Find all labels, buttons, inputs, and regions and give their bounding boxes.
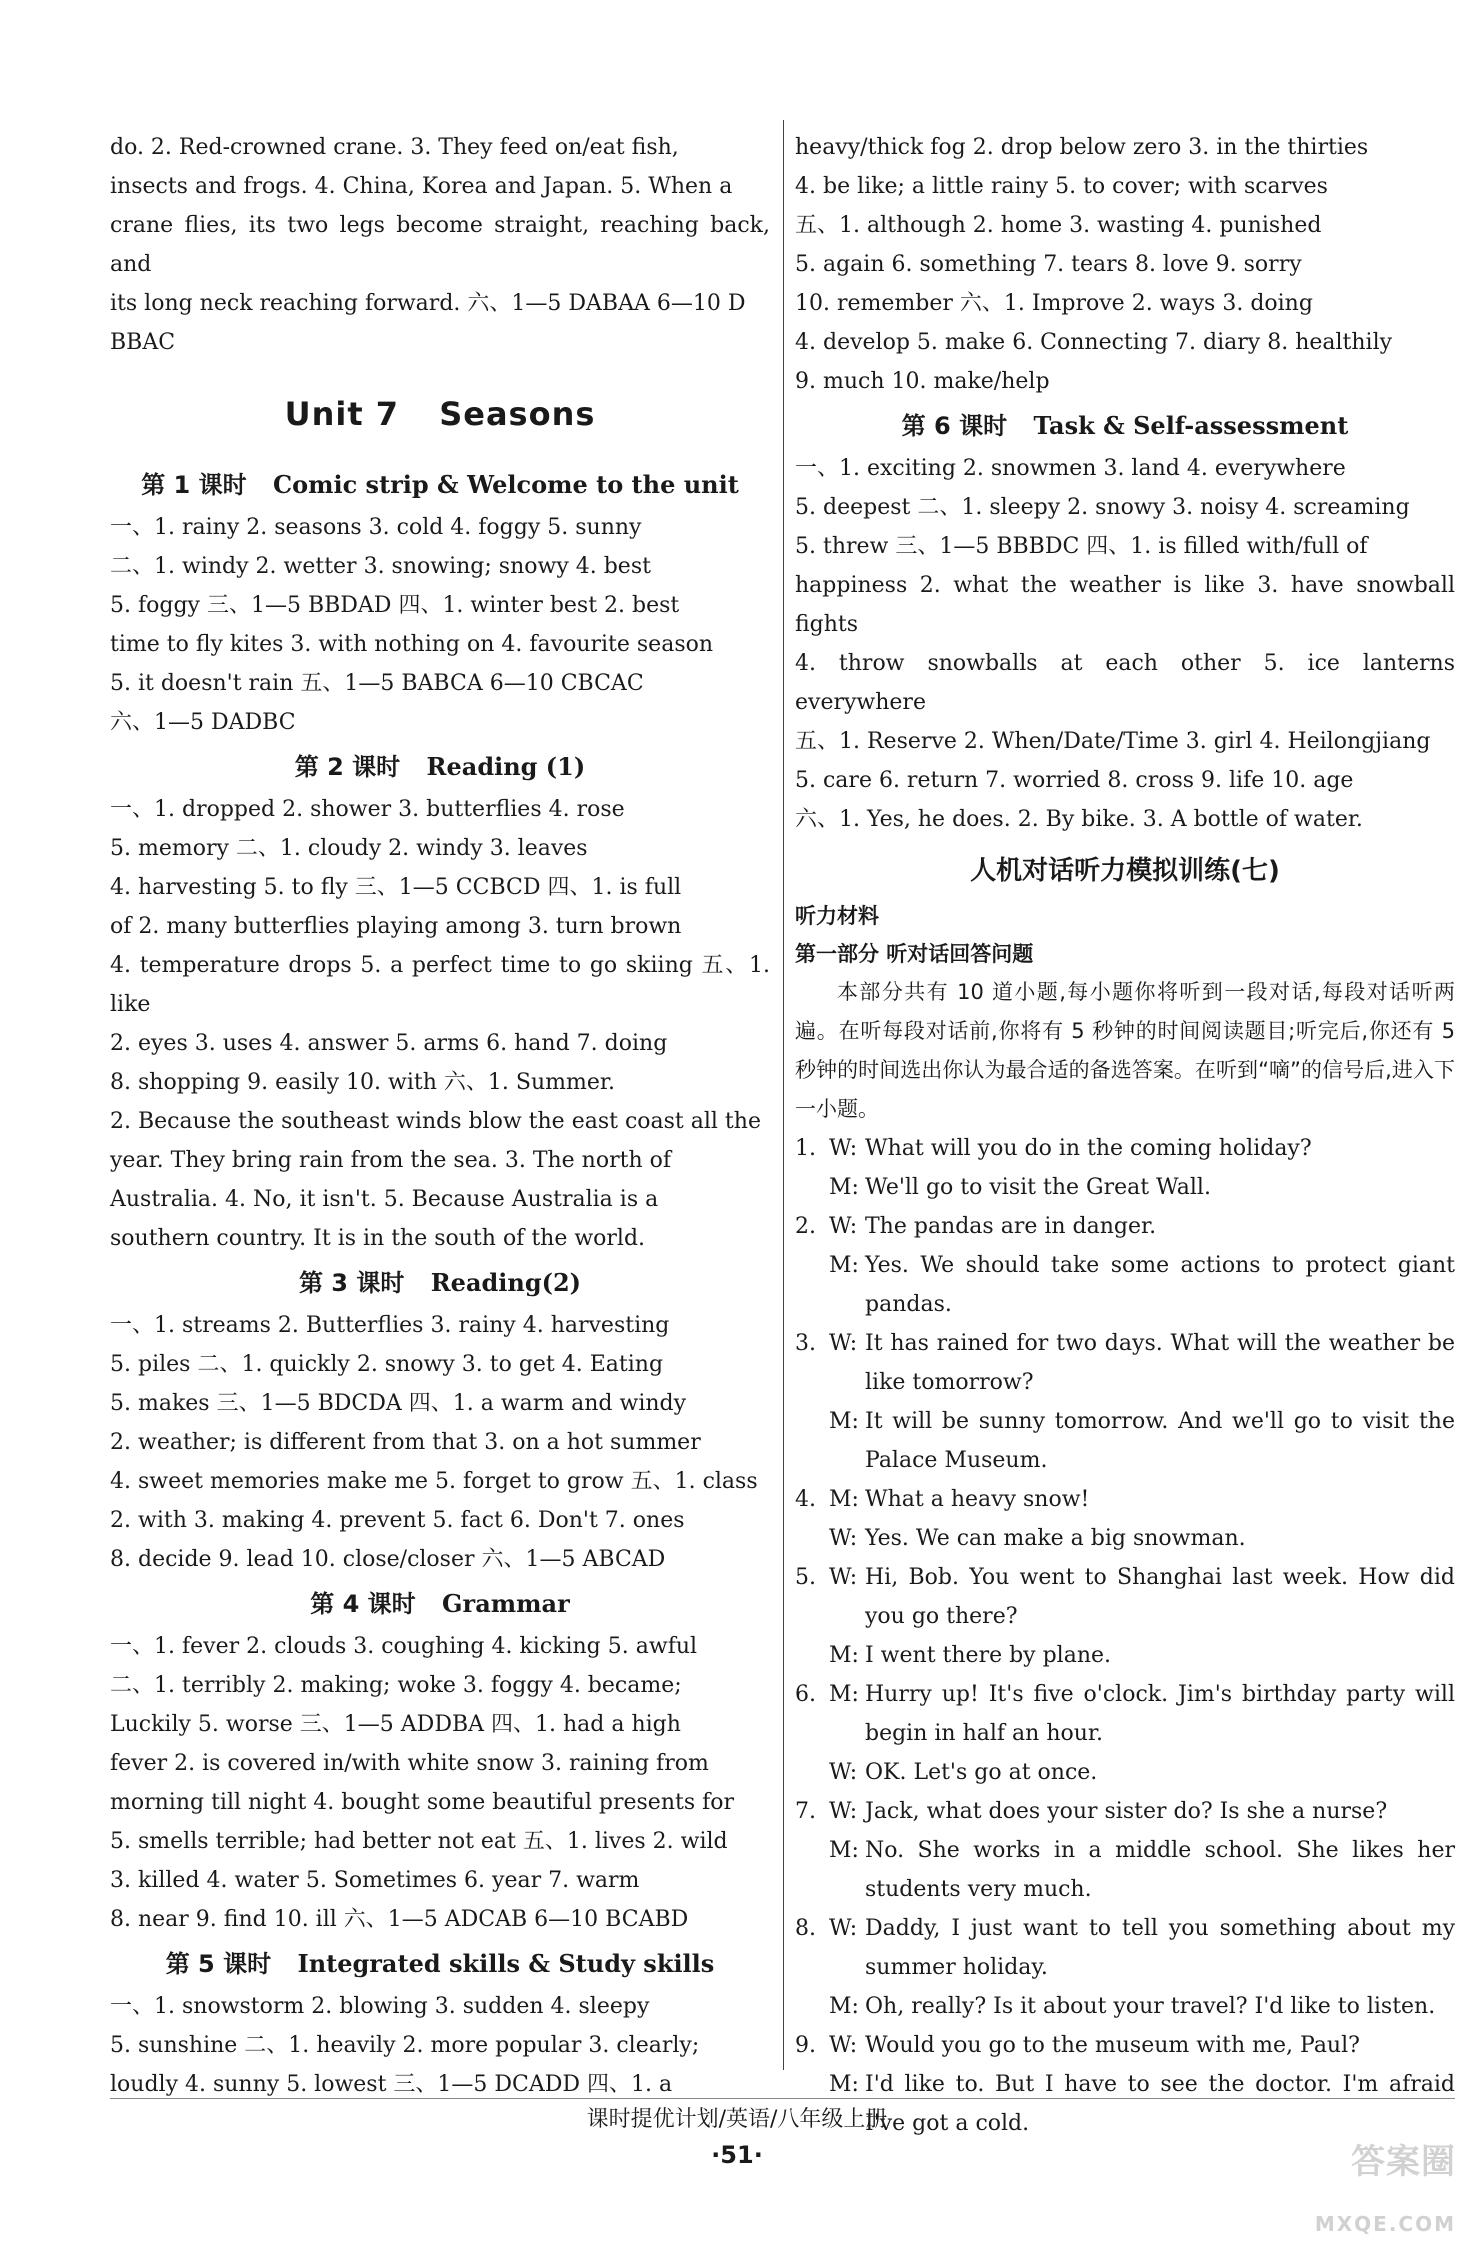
- speaker: W:: [829, 1331, 858, 1356]
- utterance: I'd like to. But I have to see the doctor. I'm afraid I've got a cold.: [865, 2072, 1455, 2136]
- text-line: happiness 2. what the weather is like 3. have snowball fights: [795, 573, 1455, 637]
- question-number: 2.: [795, 1214, 816, 1239]
- lesson-title: Grammar: [442, 1589, 570, 1618]
- speaker: M:: [829, 1487, 859, 1512]
- text-line: 一、1. fever 2. clouds 3. coughing 4. kicking 5. awful: [110, 1634, 698, 1659]
- speaker: M:: [829, 1682, 859, 1707]
- dialog-line: [795, 1675, 1455, 1753]
- column-divider: [783, 120, 784, 2070]
- text-line: its long neck reaching forward. 六、1—5 DABAA 6—10 D: [110, 291, 746, 316]
- text-line: Luckily 5. worse 三、1—5 ADDBA 四、1. had a high: [110, 1712, 681, 1737]
- text-line: Australia. 4. No, it isn't. 5. Because Australia is a: [110, 1187, 659, 1212]
- dialog-line: [795, 1909, 1455, 1987]
- utterance: We'll go to visit the Great Wall.: [865, 1175, 1211, 1200]
- utterance: I went there by plane.: [865, 1643, 1112, 1668]
- utterance: Would you go to the museum with me, Paul?: [865, 2033, 1360, 2058]
- speaker: M:: [829, 1253, 859, 1278]
- text-line: 一、1. rainy 2. seasons 3. cold 4. foggy 5. sunny: [110, 515, 642, 540]
- part-label: 第一部分 听对话回答问题: [795, 942, 1034, 966]
- watermark-text: 答案圈: [1351, 2142, 1456, 2182]
- question-number: [795, 1987, 829, 2026]
- question-number: 5.: [795, 1565, 816, 1590]
- text-line: 5. memory 二、1. cloudy 2. windy 3. leaves: [110, 836, 588, 861]
- dialog-line: [795, 1792, 1455, 1831]
- speaker: W:: [829, 1214, 858, 1239]
- lesson-title: Integrated skills & Study skills: [297, 1949, 715, 1978]
- lesson-answers: [110, 1306, 770, 1579]
- text-line: 一、1. dropped 2. shower 3. butterflies 4. rose: [110, 797, 625, 822]
- text-line: BBAC: [110, 330, 176, 355]
- speaker: W:: [829, 2033, 858, 2058]
- page-number: ·51·: [711, 2141, 763, 2169]
- speaker: M:: [829, 1994, 859, 2019]
- text-line: 4. sweet memories make me 5. forget to grow 五、1. class: [110, 1469, 758, 1494]
- lesson-heading: [110, 1260, 770, 1306]
- utterance: OK. Let's go at once.: [865, 1760, 1098, 1785]
- text-line: 5. care 6. return 7. worried 8. cross 9. life 10. age: [795, 768, 1354, 793]
- left-column: [110, 128, 770, 2104]
- text-line: 五、1. Reserve 2. When/Date/Time 3. girl 4. Heilongjiang: [795, 729, 1431, 754]
- text-line: 5. it doesn't rain 五、1—5 BABCA 6—10 CBCAC: [110, 671, 644, 696]
- dialog-line: [795, 1636, 1455, 1675]
- dialog-line: [795, 1987, 1455, 2026]
- lesson-title: Reading (1): [426, 752, 586, 781]
- unit-label: Unit 7: [284, 395, 400, 433]
- speaker: M:: [829, 1838, 859, 1863]
- question-number: 3.: [795, 1331, 816, 1356]
- utterance: What a heavy snow!: [865, 1487, 1090, 1512]
- question-number: [795, 1519, 829, 1558]
- text-line: 4. throw snowballs at each other 5. ice lanterns everywhere: [795, 651, 1455, 715]
- dialog-line: [795, 1246, 1455, 1324]
- dialog-line: [795, 1519, 1455, 1558]
- lesson-title: Task & Self-assessment: [1033, 411, 1349, 440]
- text-line: 4. develop 5. make 6. Connecting 7. diary 8. healthily: [795, 330, 1393, 355]
- unit-name: Seasons: [439, 395, 596, 433]
- text-line: 5. threw 三、1—5 BBBDC 四、1. is filled with/full of: [795, 534, 1368, 559]
- question-number: [795, 1636, 829, 1675]
- dialog-line: [795, 1558, 1455, 1636]
- text-line: heavy/thick fog 2. drop below zero 3. in the thirties: [795, 135, 1369, 160]
- utterance: Yes. We should take some actions to protect giant pandas.: [865, 1253, 1455, 1317]
- text-line: year. They bring rain from the sea. 3. The north of: [110, 1148, 671, 1173]
- text-line: southern country. It is in the south of the world.: [110, 1226, 646, 1251]
- text-line: 2. Because the southeast winds blow the east coast all the: [110, 1109, 761, 1134]
- text-line: 2. eyes 3. uses 4. answer 5. arms 6. hand 7. doing: [110, 1031, 668, 1056]
- dialog-line: [795, 1480, 1455, 1519]
- utterance: Yes. We can make a big snowman.: [865, 1526, 1246, 1551]
- lesson-number: 第 3 课时: [298, 1269, 405, 1297]
- lesson-answers: [795, 449, 1455, 839]
- question-number: 6.: [795, 1682, 816, 1707]
- text-line: 六、1. Yes, he does. 2. By bike. 3. A bottle of water.: [795, 807, 1363, 832]
- utterance: No. She works in a middle school. She likes her students very much.: [865, 1838, 1455, 1902]
- question-number: 7.: [795, 1799, 816, 1824]
- continued-answers: [795, 128, 1455, 401]
- book-title: 课时提优计划/英语/八年级上册: [586, 2107, 888, 2132]
- lesson-answers: [110, 1987, 770, 2104]
- question-number: 1.: [795, 1136, 816, 1161]
- speaker: M:: [829, 1175, 859, 1200]
- dialog-list: [795, 1129, 1455, 2143]
- lesson-answers: [110, 790, 770, 1258]
- unit-title: [110, 390, 770, 438]
- speaker: W:: [829, 1916, 858, 1941]
- lesson-number: 第 2 课时: [294, 753, 401, 781]
- dialog-line: [795, 1129, 1455, 1168]
- question-number: 9.: [795, 2033, 816, 2058]
- text-line: 二、1. terribly 2. making; woke 3. foggy 4. became;: [110, 1673, 682, 1698]
- part-instructions: 本部分共有 10 道小题,每小题你将听到一段对话,每段对话听两遍。在听每段对话前,你将有 5 秒钟的时间阅读题目;听完后,你还有 5 秒钟的时间选出你认为最合适的备选答案。在听到“嘀”的信号后,进入下一小题。: [795, 980, 1455, 1121]
- left-intro: [110, 128, 770, 362]
- question-number: [795, 1831, 829, 1909]
- lesson-title: Comic strip & Welcome to the unit: [272, 470, 739, 499]
- question-number: [795, 1168, 829, 1207]
- text-line: 9. much 10. make/help: [795, 369, 1050, 394]
- text-line: do. 2. Red-crowned crane. 3. They feed on/eat fish,: [110, 135, 679, 160]
- speaker: W:: [829, 1799, 858, 1824]
- listening-heading: 人机对话听力模拟训练(七): [970, 856, 1280, 886]
- lesson-number: 第 6 课时: [901, 412, 1008, 440]
- text-line: 5. piles 二、1. quickly 2. snowy 3. to get 4. Eating: [110, 1352, 664, 1377]
- text-line: 4. temperature drops 5. a perfect time to go skiing 五、1. like: [110, 953, 770, 1017]
- text-line: crane flies, its two legs become straight, reaching back, and: [110, 213, 770, 277]
- dialog-line: [795, 1753, 1455, 1792]
- text-line: 8. near 9. find 10. ill 六、1—5 ADCAB 6—10 BCABD: [110, 1907, 689, 1932]
- utterance: It has rained for two days. What will the weather be like tomorrow?: [865, 1331, 1455, 1395]
- question-number: 4.: [795, 1487, 816, 1512]
- text-line: loudly 4. sunny 5. lowest 三、1—5 DCADD 四、1. a: [110, 2072, 673, 2097]
- text-line: 2. weather; is different from that 3. on a hot summer: [110, 1430, 701, 1455]
- question-number: [795, 1402, 829, 1480]
- lesson-heading: [110, 1941, 770, 1987]
- utterance: The pandas are in danger.: [865, 1214, 1157, 1239]
- lesson-title: Reading(2): [430, 1268, 582, 1297]
- text-line: fever 2. is covered in/with white snow 3. raining from: [110, 1751, 709, 1776]
- utterance: Jack, what does your sister do? Is she a nurse?: [865, 1799, 1388, 1824]
- dialog-line: [795, 1207, 1455, 1246]
- dialog-line: [795, 1402, 1455, 1480]
- question-number: [795, 1753, 829, 1792]
- watermark-logo: [1206, 2133, 1456, 2236]
- footer-rule: [110, 2098, 1455, 2099]
- text-line: 3. killed 4. water 5. Sometimes 6. year 7. warm: [110, 1868, 640, 1893]
- speaker: M:: [829, 1409, 859, 1434]
- text-line: 一、1. snowstorm 2. blowing 3. sudden 4. sleepy: [110, 1994, 650, 2019]
- utterance: Hurry up! It's five o'clock. Jim's birthday party will begin in half an hour.: [865, 1682, 1455, 1746]
- question-number: 8.: [795, 1916, 816, 1941]
- text-line: time to fly kites 3. with nothing on 4. favourite season: [110, 632, 714, 657]
- lesson-number: 第 1 课时: [141, 471, 247, 499]
- utterance: Daddy, I just want to tell you something about my summer holiday.: [865, 1916, 1455, 1980]
- speaker: M:: [829, 1643, 859, 1668]
- text-line: 一、1. exciting 2. snowmen 3. land 4. everywhere: [795, 456, 1346, 481]
- text-line: 5. foggy 三、1—5 BBDAD 四、1. winter best 2. best: [110, 593, 680, 618]
- utterance: Oh, really? Is it about your travel? I'd like to listen.: [865, 1994, 1436, 2019]
- speaker: W:: [829, 1760, 858, 1785]
- text-line: 5. deepest 二、1. sleepy 2. snowy 3. noisy 4. screaming: [795, 495, 1410, 520]
- lesson-answers: [110, 508, 770, 742]
- text-line: morning till night 4. bought some beautiful presents for: [110, 1790, 735, 1815]
- utterance: It will be sunny tomorrow. And we'll go to visit the Palace Museum.: [865, 1409, 1455, 1473]
- text-line: 六、1—5 DADBC: [110, 710, 296, 735]
- dialog-line: [795, 1324, 1455, 1402]
- text-line: 五、1. although 2. home 3. wasting 4. punished: [795, 213, 1322, 238]
- lesson-heading: [110, 462, 770, 508]
- text-line: 5. smells terrible; had better not eat 五、1. lives 2. wild: [110, 1829, 728, 1854]
- utterance: What will you do in the coming holiday?: [865, 1136, 1312, 1161]
- lesson-heading: [110, 1581, 770, 1627]
- text-line: insects and frogs. 4. China, Korea and Japan. 5. When a: [110, 174, 733, 199]
- text-line: 5. makes 三、1—5 BDCDA 四、1. a warm and windy: [110, 1391, 687, 1416]
- question-number: [795, 1246, 829, 1324]
- text-line: 二、1. windy 2. wetter 3. snowing; snowy 4. best: [110, 554, 651, 579]
- lesson-heading: [110, 744, 770, 790]
- speaker: M:: [829, 2072, 859, 2097]
- speaker: W:: [829, 1565, 858, 1590]
- dialog-line: [795, 2026, 1455, 2065]
- text-line: 2. with 3. making 4. prevent 5. fact 6. Don't 7. ones: [110, 1508, 685, 1533]
- watermark-url: MXQE.COM: [1314, 2212, 1456, 2236]
- dialog-line: [795, 1831, 1455, 1909]
- lesson-answers: [110, 1627, 770, 1939]
- material-label: 听力材料: [795, 904, 879, 928]
- lesson-number: 第 4 课时: [310, 1590, 416, 1618]
- text-line: 4. be like; a little rainy 5. to cover; with scarves: [795, 174, 1328, 199]
- text-line: 10. remember 六、1. Improve 2. ways 3. doing: [795, 291, 1313, 316]
- text-line: 4. harvesting 5. to fly 三、1—5 CCBCD 四、1. is full: [110, 875, 682, 900]
- text-line: 8. decide 9. lead 10. close/closer 六、1—5 ABCAD: [110, 1547, 666, 1572]
- speaker: W:: [829, 1136, 858, 1161]
- right-column: [795, 128, 1455, 2143]
- utterance: Hi, Bob. You went to Shanghai last week. How did you go there?: [865, 1565, 1455, 1629]
- text-line: 一、1. streams 2. Butterflies 3. rainy 4. harvesting: [110, 1313, 670, 1338]
- lesson-number: 第 5 课时: [165, 1950, 272, 1978]
- lesson-heading: [795, 403, 1455, 449]
- text-line: 5. sunshine 二、1. heavily 2. more popular 3. clearly;: [110, 2033, 700, 2058]
- text-line: 5. again 6. something 7. tears 8. love 9. sorry: [795, 252, 1302, 277]
- text-line: of 2. many butterflies playing among 3. turn brown: [110, 914, 682, 939]
- text-line: 8. shopping 9. easily 10. with 六、1. Summer.: [110, 1070, 615, 1095]
- dialog-line: [795, 1168, 1455, 1207]
- speaker: W:: [829, 1526, 858, 1551]
